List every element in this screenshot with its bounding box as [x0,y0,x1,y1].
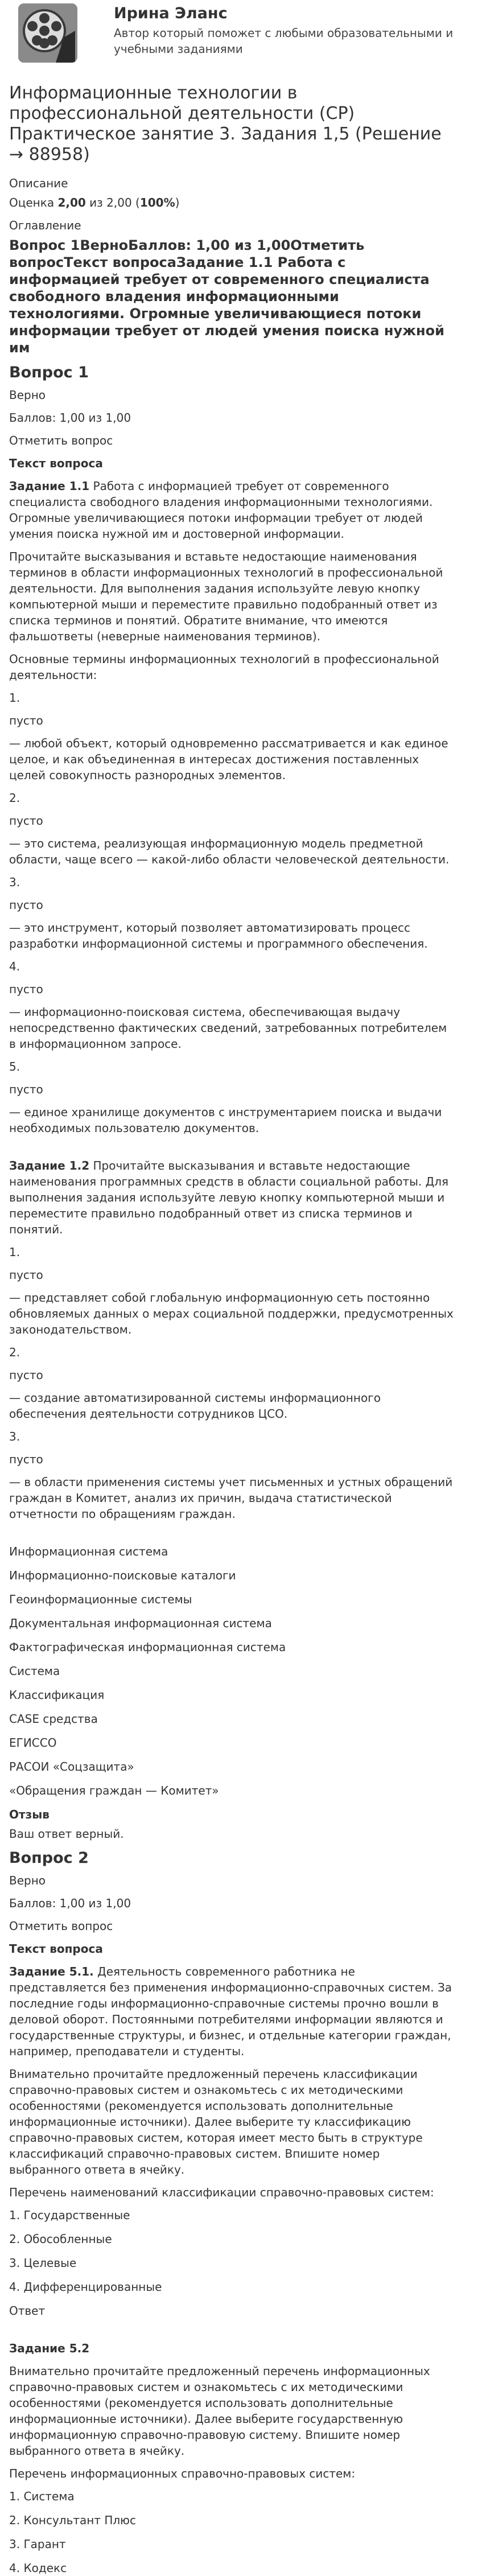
item-number: 1. [9,691,20,705]
draggable-option[interactable]: Информационная система [9,1545,168,1558]
drop-zone-blank[interactable]: пусто [9,1452,43,1466]
score-suffix: ) [175,196,180,209]
draggable-option[interactable]: Фактографическая информационная система [9,1640,286,1654]
item-definition: — в области применения системы учет письменных и устных обращений граждан в Комитет, анализ их причин, выдача статистической отчетности по обращениям граждан. [9,1475,453,1521]
author-description: Автор который поможет с любыми образовательными и учебными заданиями [114,26,454,56]
item-number: 2. [9,1345,20,1359]
item-definition: — единое хранилище документов с инструментарием поиска и выдачи необходимых пользователю документов. [9,1105,442,1135]
item-definition: — это инструмент, который позволяет автоматизировать процесс разработки информационной системы и программного обеспечения. [9,921,428,950]
draggable-option[interactable]: «Обращения граждан — Комитет» [9,1784,219,1797]
task-1-1-instruction: Прочитайте высказывания и вставьте недостающие наименования терминов в области информационных технологий в профессиональной деятельности. Для выполнения задания используйте левую кнопку компьютерной мыши и переместите правильно подобранный ответ из списка терминов и понятий. Обратите внимание, что имеются фальшответы (неверные наименования терминов). [9,550,443,643]
draggable-option[interactable]: РАСОИ «Соцзащита» [9,1760,134,1773]
item-number: 3. [9,875,20,889]
programs-list [9,1244,455,1522]
page-title: Информационные технологии в профессиональной деятельности (СР) Практическое занятие 3. Задания 1,5 (Решение → 88958) [9,83,442,164]
task-1-2-label: Задание 1.2 [9,1159,90,1172]
question-2-heading: Вопрос 2 [9,1849,89,1867]
terms-list [9,690,455,1136]
item-number: 4. [9,960,20,973]
author-name: Ирина Эланс [114,5,228,22]
question-2-points: Баллов: 1,00 из 1,00 [9,1896,131,1910]
item-definition: — любой объект, который одновременно рассматривается и как единое целое, и как объединенная в интересах достижения поставленных целей совокупность разнородных элементов. [9,736,448,782]
drop-zone-blank[interactable]: пусто [9,898,43,912]
drop-zone-blank[interactable]: пусто [9,1268,43,1282]
item-definition: — информационно-поисковая система, обеспечивающая выдачу непосредственно фактических сведений, затребованных потребителем в информационном запросе. [9,1005,447,1051]
task-1-1-intro [9,478,455,542]
item-definition: — создание автоматизированной системы информационного обеспечения деятельности сотрудников ЦСО. [9,1391,381,1421]
item-number: 1. [9,1245,20,1259]
systems-list [9,2488,455,2576]
list-item: 1. Система [9,2489,75,2503]
drop-zone-blank[interactable]: пусто [9,814,43,828]
item-definition: — представляет собой глобальную информационную сеть постоянно обновляемых данных о мерах социальной поддержки, предусмотренных законодательством. [9,1291,454,1336]
terms-intro: Основные термины информационных технологий в профессиональной деятельности: [9,652,439,682]
question-1-text-label: Текст вопроса [9,456,103,470]
toc-text: Вопрос 1ВерноБаллов: 1,00 из 1,00Отметить вопросТекст вопросаЗадание 1.1 Работа с информацией требует от современного специалиста свободного владения информационными технологиями. Огромные увеличивающиеся потоки информации требует от людей умения поиска нужной им [9,237,444,356]
item-number: 2. [9,791,20,805]
list-item: 3. Целевые [9,2256,77,2270]
item-number: 5. [9,1060,20,1073]
drop-zone-blank[interactable]: пусто [9,1368,43,1382]
score-value: 2,00 [57,196,86,209]
task-5-1-instruction: Внимательно прочитайте предложенный перечень классификации справочно-правовых систем и ознакомьтесь с их методическими особенностями (рекомендуется использовать дополнительные информационные источники). Далее выберите ту классификацию справочно-правовых систем, которая имеет место быть в структуре классификаций справочно-правовых систем. Впишите номер выбранного ответа в ячейку. [9,2067,423,2176]
draggable-option[interactable]: Система [9,1664,60,1678]
avatar [18,3,77,63]
task-5-2-instruction: Внимательно прочитайте предложенный перечень информационных справочно-правовых систем и ознакомьтесь с их методическими особенностями (рекомендуется использовать дополнительные информационные источники). Далее выберите государственную информационную справочно-правовую систему. Впишите номер выбранного ответа в ячейку. [9,2364,430,2458]
draggable-option[interactable]: Документальная информационная система [9,1616,272,1630]
description-label: Описание [9,176,68,190]
score-line [9,195,455,211]
task-5-2-label: Задание 5.2 [9,2342,90,2355]
score-prefix: Оценка [9,196,58,209]
question-1-status: Верно [9,388,46,402]
question-1-heading: Вопрос 1 [9,364,89,381]
item-number: 3. [9,1430,20,1443]
draggable-option[interactable]: ЕГИССО [9,1736,57,1750]
draggable-option[interactable]: Геоинформационные системы [9,1592,192,1606]
answer-label: Ответ [9,2304,46,2318]
systems-list-intro: Перечень информационных справочно-правовых систем: [9,2467,356,2480]
question-1-flag-link[interactable]: Отметить вопрос [9,434,113,447]
drop-zone-blank[interactable]: пусто [9,982,43,996]
item-definition: — это система, реализующая информационную модель предметной области, чаще всего — какой-либо области человеческой деятельности. [9,837,450,866]
classification-list [9,2207,455,2295]
task-1-1-label: Задание 1.1 [9,479,90,493]
task-5-1-label: Задание 5.1. [9,1965,94,1978]
list-item: 4. Кодекс [9,2561,67,2575]
question-2-text-label: Текст вопроса [9,1942,103,1956]
task-5-1-intro [9,1964,455,2059]
feedback-text: Ваш ответ верный. [9,1827,124,1841]
draggable-option[interactable]: CASE средства [9,1712,98,1726]
toc-label: Оглавление [9,219,81,232]
task-5-1-text: Деятельность современного работника не представляется без применения информационно-справочных систем. За последние годы информационно-справочные системы прочно вошли в деловой оборот. Постоянными потребителями информации являются и государственные структуры, и бизнес, и отдельные категории граждан, например, преподаватели и студенты. [9,1965,452,2058]
task-1-2-intro [9,1158,455,1237]
list-item: 3. Гарант [9,2537,66,2551]
drop-zone-blank[interactable]: пусто [9,714,43,727]
question-2-flag-link[interactable]: Отметить вопрос [9,1919,113,1933]
score-percent: 100% [139,196,175,209]
film-reel-icon [18,3,77,63]
classification-list-intro: Перечень наименований классификации справочно-правовых систем: [9,2186,434,2199]
list-item: 4. Дифференцированные [9,2280,162,2294]
feedback-label: Отзыв [9,1808,50,1821]
drop-zone-blank[interactable]: пусто [9,1083,43,1096]
task-1-2-text: Прочитайте высказывания и вставьте недостающие наименования программных средств в области социальной работы. Для выполнения задания используйте левую кнопку компьютерной мыши и переместите правильно подобранный ответ из списка терминов и понятий. [9,1159,449,1236]
question-2-status: Верно [9,1874,46,1887]
list-item: 2. Обособленные [9,2232,112,2246]
answer-options [9,1544,455,1799]
score-mid: из 2,00 ( [85,196,140,209]
list-item: 2. Консультант Плюс [9,2513,136,2527]
draggable-option[interactable]: Классификация [9,1688,105,1702]
author-header [9,0,455,75]
draggable-option[interactable]: Информационно-поисковые каталоги [9,1569,236,1582]
list-item: 1. Государственные [9,2208,130,2222]
question-1-points: Баллов: 1,00 из 1,00 [9,411,131,425]
task-1-1-text: Работа с информацией требует от современного специалиста свободного владения информационными технологиями. Огромные увеличивающиеся потоки информации требует от людей умения поиска нужной им и достоверной информации. [9,479,433,541]
